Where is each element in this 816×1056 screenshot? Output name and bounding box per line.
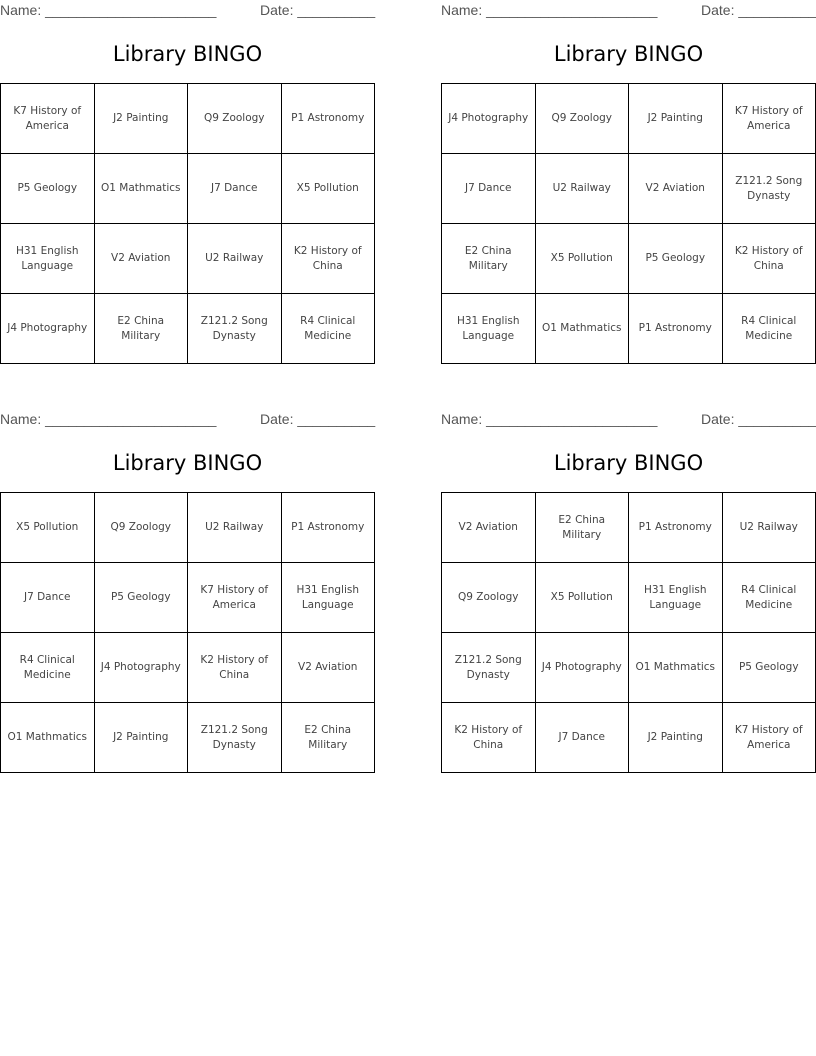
date-field[interactable]: Date: __________: [260, 411, 376, 427]
bingo-cell[interactable]: J4 Photography: [94, 633, 188, 703]
bingo-cell[interactable]: K7 History of America: [1, 84, 95, 154]
grid-row: [442, 563, 816, 633]
bingo-cell[interactable]: E2 China Military: [281, 703, 375, 773]
bingo-cell[interactable]: Q9 Zoology: [94, 493, 188, 563]
name-field[interactable]: Name: ______________________: [441, 411, 658, 427]
bingo-cell[interactable]: H31 English Language: [1, 224, 95, 294]
bingo-cell[interactable]: X5 Pollution: [535, 563, 629, 633]
bingo-cell[interactable]: P1 Astronomy: [281, 493, 375, 563]
bingo-cell[interactable]: E2 China Military: [442, 224, 536, 294]
bingo-cell[interactable]: U2 Railway: [535, 154, 629, 224]
bingo-cell[interactable]: R4 Clinical Medicine: [722, 294, 816, 364]
bingo-cell[interactable]: J7 Dance: [442, 154, 536, 224]
bingo-cell[interactable]: X5 Pollution: [535, 224, 629, 294]
grid-row: [442, 294, 816, 364]
bingo-cell[interactable]: K2 History of China: [281, 224, 375, 294]
bingo-cell[interactable]: R4 Clinical Medicine: [281, 294, 375, 364]
card-title: Library BINGO: [553, 451, 704, 475]
bingo-card-2: [441, 0, 816, 342]
bingo-cell[interactable]: Z121.2 Song Dynasty: [188, 703, 282, 773]
card-title: Library BINGO: [112, 451, 263, 475]
bingo-cell[interactable]: J2 Painting: [94, 84, 188, 154]
bingo-cell[interactable]: K7 History of America: [188, 563, 282, 633]
bingo-cell[interactable]: E2 China Military: [535, 493, 629, 563]
bingo-cell[interactable]: O1 Mathmatics: [629, 633, 723, 703]
bingo-cell[interactable]: J2 Painting: [629, 703, 723, 773]
grid-row: [442, 633, 816, 703]
bingo-cell[interactable]: J2 Painting: [629, 84, 723, 154]
grid-row: [1, 224, 375, 294]
bingo-cell[interactable]: P1 Astronomy: [629, 294, 723, 364]
bingo-grid: [441, 83, 816, 364]
grid-row: [1, 493, 375, 563]
bingo-cell[interactable]: P1 Astronomy: [281, 84, 375, 154]
bingo-cell[interactable]: U2 Railway: [722, 493, 816, 563]
bingo-cell[interactable]: Z121.2 Song Dynasty: [722, 154, 816, 224]
bingo-cell[interactable]: P5 Geology: [1, 154, 95, 224]
bingo-cell[interactable]: Q9 Zoology: [442, 563, 536, 633]
bingo-grid: [0, 83, 375, 364]
bingo-cell[interactable]: H31 English Language: [442, 294, 536, 364]
bingo-cell[interactable]: H31 English Language: [281, 563, 375, 633]
bingo-grid: [441, 492, 816, 773]
card-title: Library BINGO: [112, 42, 263, 66]
bingo-cell[interactable]: R4 Clinical Medicine: [722, 563, 816, 633]
bingo-cell[interactable]: P5 Geology: [722, 633, 816, 703]
name-field[interactable]: Name: ______________________: [441, 2, 658, 18]
name-field[interactable]: Name: ______________________: [0, 2, 217, 18]
grid-row: [1, 84, 375, 154]
grid-row: [1, 563, 375, 633]
bingo-cell[interactable]: V2 Aviation: [94, 224, 188, 294]
bingo-cell[interactable]: V2 Aviation: [281, 633, 375, 703]
date-field[interactable]: Date: __________: [260, 2, 376, 18]
date-field[interactable]: Date: __________: [701, 411, 816, 427]
bingo-card-3: [0, 409, 376, 751]
bingo-cell[interactable]: K7 History of America: [722, 703, 816, 773]
bingo-cell[interactable]: J4 Photography: [442, 84, 536, 154]
bingo-cell[interactable]: J7 Dance: [535, 703, 629, 773]
bingo-cell[interactable]: U2 Railway: [188, 224, 282, 294]
bingo-cell[interactable]: H31 English Language: [629, 563, 723, 633]
bingo-cell[interactable]: Q9 Zoology: [535, 84, 629, 154]
bingo-cell[interactable]: J7 Dance: [1, 563, 95, 633]
bingo-cell[interactable]: J7 Dance: [188, 154, 282, 224]
bingo-cell[interactable]: J4 Photography: [1, 294, 95, 364]
bingo-grid: [0, 492, 375, 773]
bingo-cell[interactable]: K2 History of China: [188, 633, 282, 703]
name-date-line: [0, 0, 375, 20]
grid-row: [442, 84, 816, 154]
grid-row: [1, 294, 375, 364]
grid-row: [1, 154, 375, 224]
bingo-cell[interactable]: P5 Geology: [629, 224, 723, 294]
bingo-cell[interactable]: X5 Pollution: [1, 493, 95, 563]
bingo-cell[interactable]: Q9 Zoology: [188, 84, 282, 154]
bingo-card-4: [441, 409, 816, 751]
grid-row: [1, 703, 375, 773]
bingo-cell[interactable]: P1 Astronomy: [629, 493, 723, 563]
bingo-cell[interactable]: J2 Painting: [94, 703, 188, 773]
bingo-cell[interactable]: O1 Mathmatics: [535, 294, 629, 364]
bingo-cell[interactable]: X5 Pollution: [281, 154, 375, 224]
bingo-cell[interactable]: O1 Mathmatics: [94, 154, 188, 224]
grid-row: [1, 633, 375, 703]
name-date-line: [441, 409, 816, 429]
card-title: Library BINGO: [553, 42, 704, 66]
bingo-cell[interactable]: Z121.2 Song Dynasty: [188, 294, 282, 364]
bingo-cell[interactable]: O1 Mathmatics: [1, 703, 95, 773]
name-date-line: [0, 409, 375, 429]
bingo-cell[interactable]: V2 Aviation: [442, 493, 536, 563]
name-date-line: [441, 0, 816, 20]
bingo-cell[interactable]: R4 Clinical Medicine: [1, 633, 95, 703]
bingo-cell[interactable]: P5 Geology: [94, 563, 188, 633]
bingo-cell[interactable]: V2 Aviation: [629, 154, 723, 224]
bingo-card-1: [0, 0, 376, 342]
bingo-cell[interactable]: U2 Railway: [188, 493, 282, 563]
grid-row: [442, 493, 816, 563]
bingo-cell[interactable]: J4 Photography: [535, 633, 629, 703]
grid-row: [442, 224, 816, 294]
bingo-cell[interactable]: K7 History of America: [722, 84, 816, 154]
name-field[interactable]: Name: ______________________: [0, 411, 217, 427]
bingo-cell[interactable]: Z121.2 Song Dynasty: [442, 633, 536, 703]
grid-row: [442, 703, 816, 773]
grid-row: [442, 154, 816, 224]
bingo-cell[interactable]: K2 History of China: [442, 703, 536, 773]
date-field[interactable]: Date: __________: [701, 2, 816, 18]
bingo-cell[interactable]: K2 History of China: [722, 224, 816, 294]
bingo-cell[interactable]: E2 China Military: [94, 294, 188, 364]
